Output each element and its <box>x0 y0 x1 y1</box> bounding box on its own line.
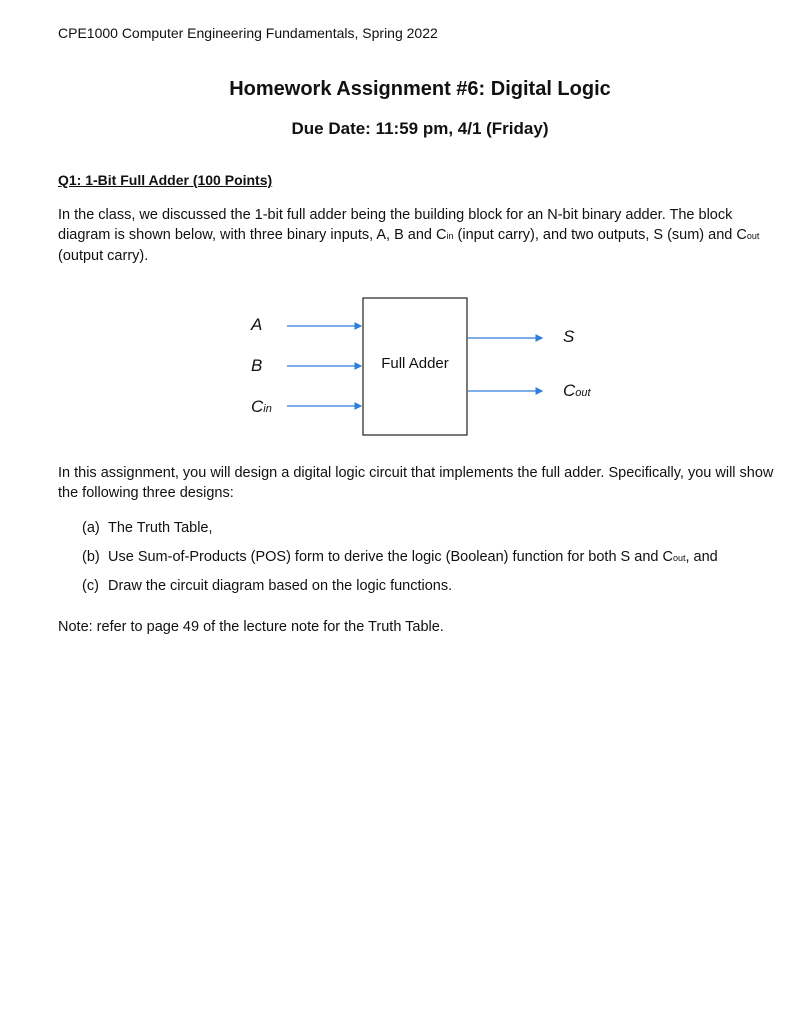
intro-subscript-in: in <box>446 231 454 241</box>
task-item-c: (c) Draw the circuit diagram based on the logic functions. <box>82 578 453 594</box>
intro-subscript-out: out <box>746 231 760 241</box>
full-adder-label: Full Adder <box>381 355 449 372</box>
input-label-cin: Cin <box>251 397 272 416</box>
due-date: Due Date: 11:59 pm, 4/1 (Friday) <box>291 119 549 138</box>
input-label-a: A <box>251 315 263 334</box>
assignment-paragraph: In this assignment, you will design a digital logic circuit that implements the full adder. Specifically, you will show the following three designs: <box>58 465 774 501</box>
question-heading: Q1: 1-Bit Full Adder (100 Points) <box>58 172 273 188</box>
output-label-cout: Cout <box>563 381 591 400</box>
task-item-a: (a) The Truth Table, <box>82 520 213 536</box>
course-header: CPE1000 Computer Engineering Fundamentals, Spring 2022 <box>58 25 438 41</box>
note-text: Note: refer to page 49 of the lecture note for the Truth Table. <box>58 619 444 635</box>
output-label-s: S <box>563 327 575 346</box>
intro-text-2: (input carry), and two outputs, S (sum) and C <box>453 227 747 243</box>
intro-text-3: (output carry). <box>58 248 149 264</box>
intro-text-1: In the class, we discussed the 1-bit full adder being the building block for an N-bit binary adder. The block diagram is shown below, with three binary inputs, A, B and C <box>58 207 733 243</box>
assignment-title: Homework Assignment #6: Digital Logic <box>229 78 611 100</box>
task-item-b: (b) Use Sum-of-Products (POS) form to derive the logic (Boolean) function for both S and Cout, and <box>82 549 718 565</box>
input-label-b: B <box>251 356 263 375</box>
